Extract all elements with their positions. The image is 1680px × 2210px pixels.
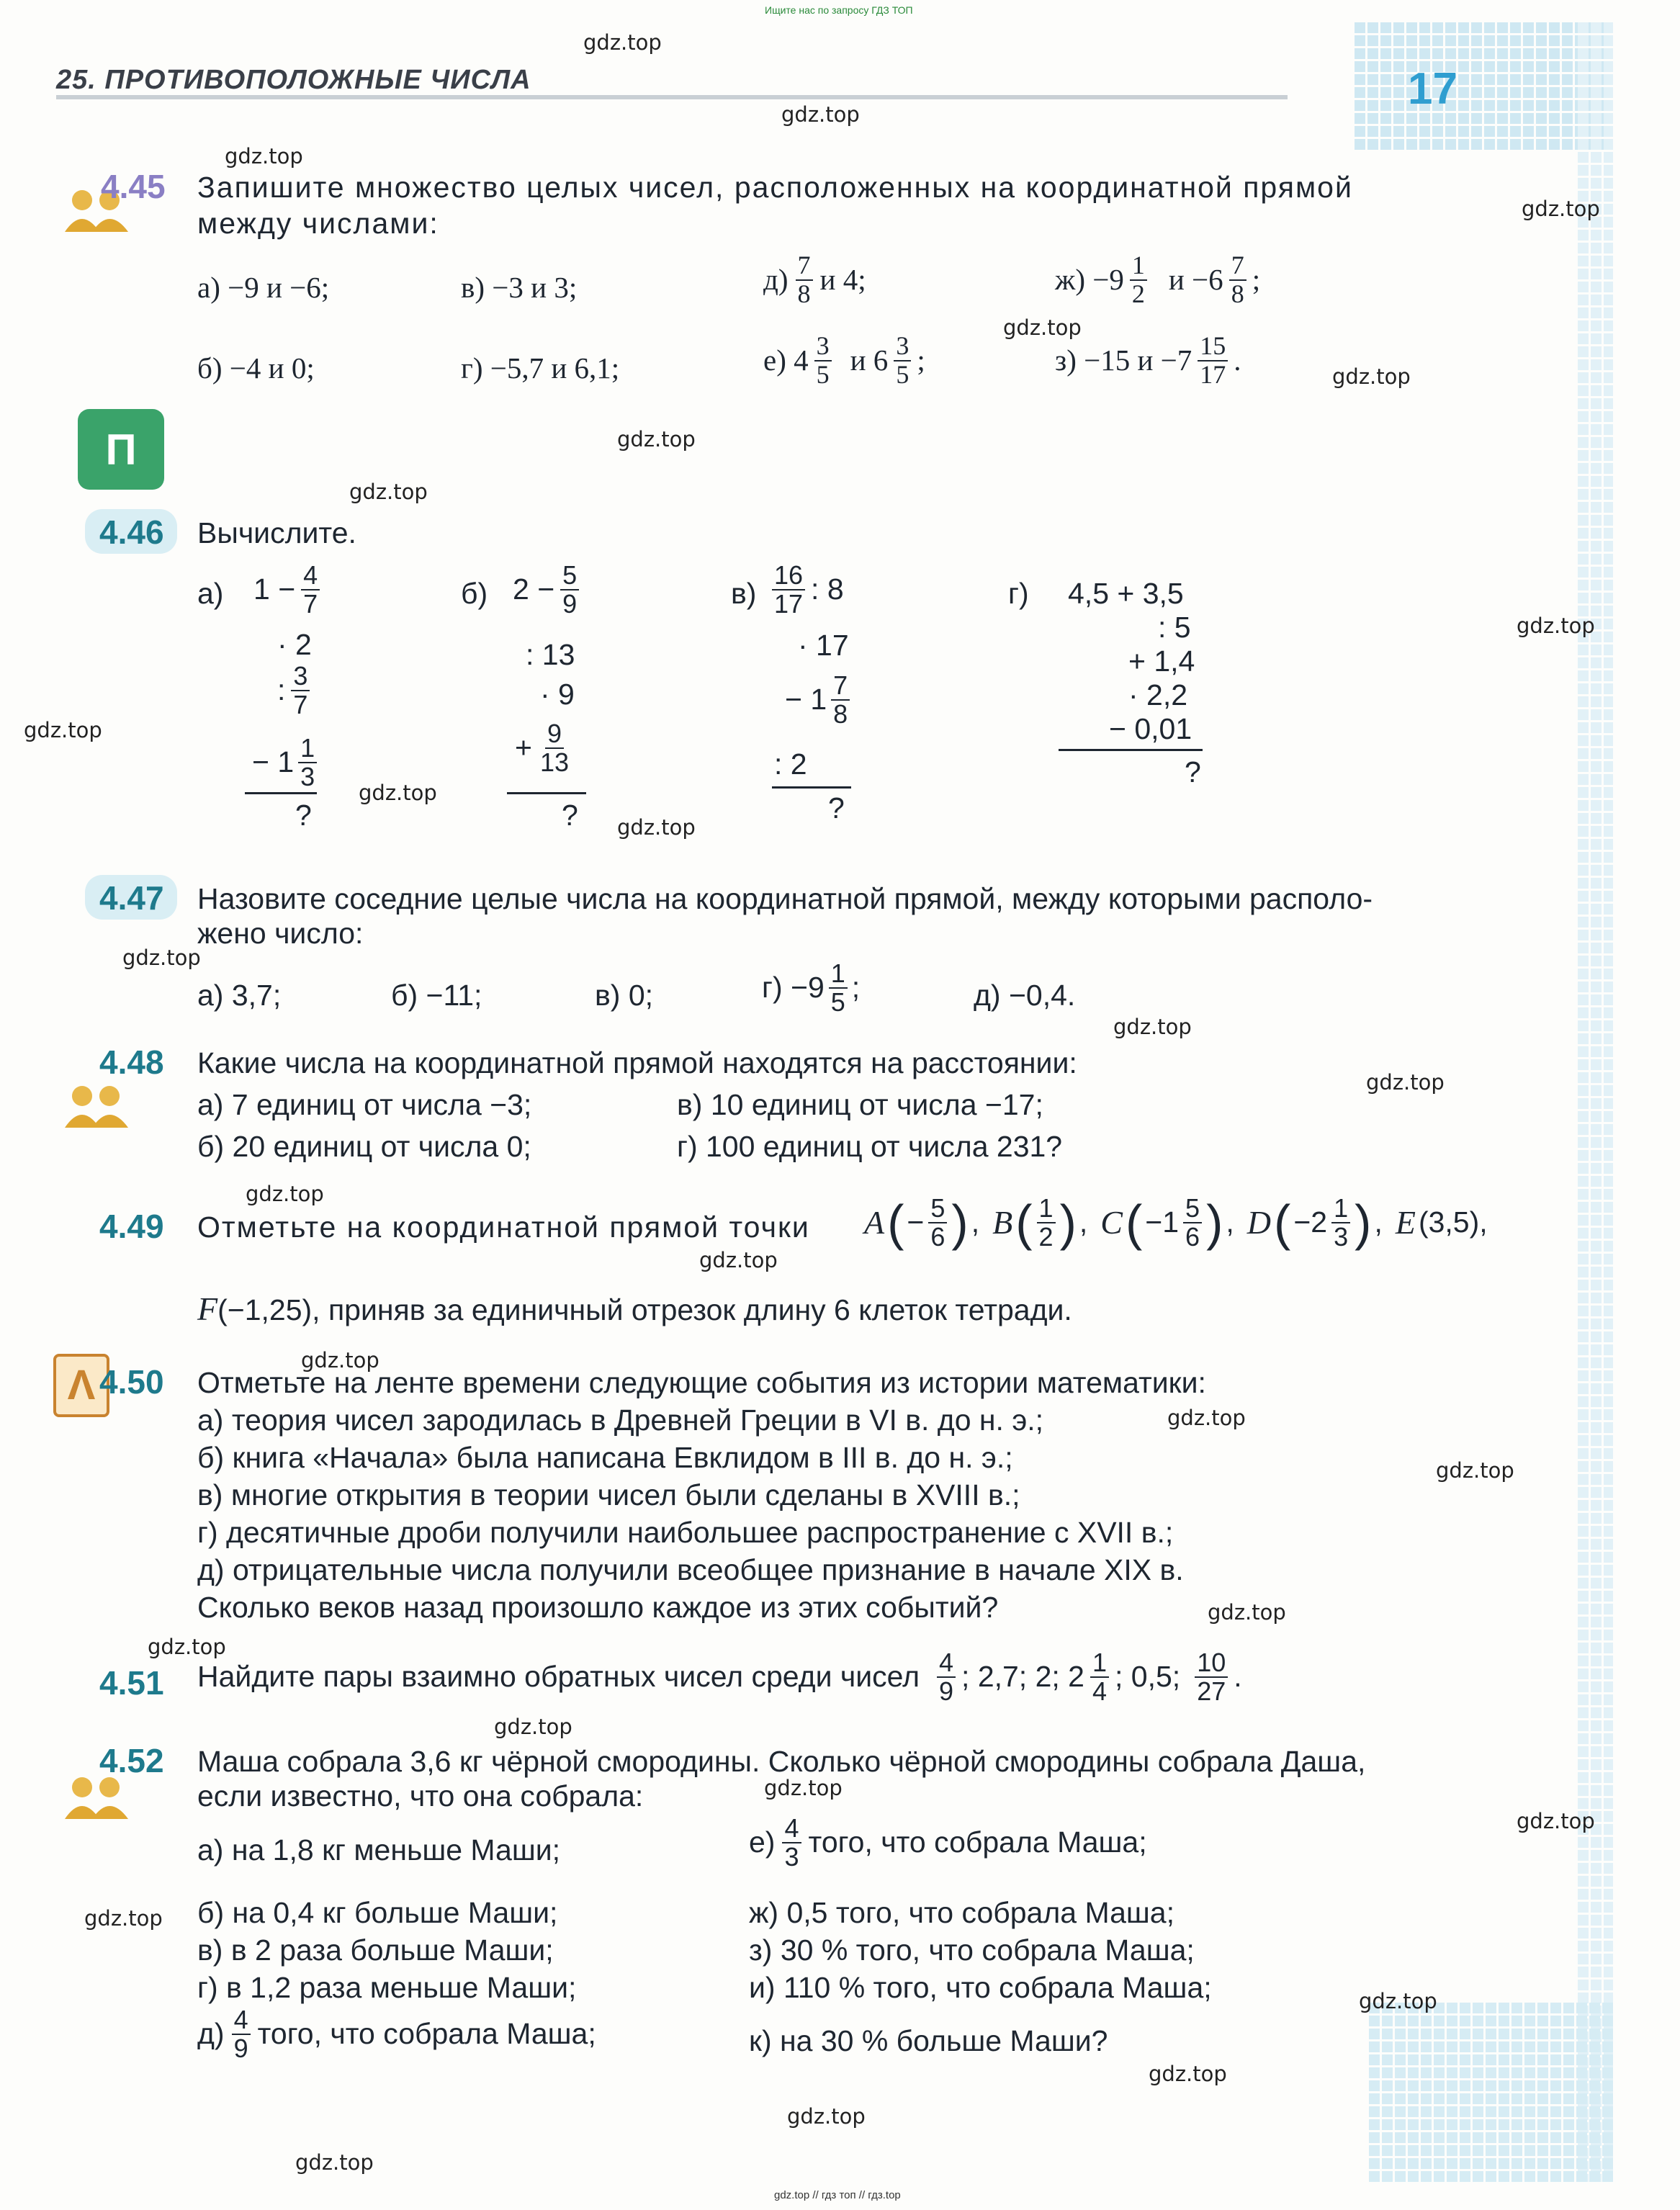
problem-text-line: в) многие открытия в теории чисел были сделаны в XVIII в.;: [197, 1478, 1020, 1511]
item-a: а) 7 единиц от числа −3;: [197, 1088, 532, 1121]
problem-number: 4.51: [99, 1664, 164, 1702]
item-g: г) −5,7 и 6,1;: [461, 351, 620, 385]
problem-text: между числами:: [197, 207, 439, 240]
item-b: б) 20 единиц от числа 0;: [197, 1130, 531, 1163]
calc-b-label: б): [461, 577, 488, 610]
problem-text-line: г) десятичные дроби получили наибольшее распространение с XVII в.;: [197, 1516, 1174, 1549]
page-number: 17: [1408, 64, 1457, 114]
calc-a-line1: 1 − $\frac{4}{7}$: [253, 562, 321, 618]
item-b: б) −11;: [391, 979, 482, 1012]
item-v: в) 10 единиц от числа −17;: [677, 1088, 1043, 1121]
watermark: gdz.top: [1208, 1600, 1286, 1625]
problem-text: жено число:: [197, 917, 364, 950]
page-header-title: 25. ПРОТИВОПОЛОЖНЫЕ ЧИСЛА: [56, 65, 531, 95]
watermark: gdz.top: [225, 144, 303, 169]
watermark: gdz.top: [359, 781, 437, 805]
watermark: gdz.top: [781, 102, 860, 127]
problem-text: Маша собрала 3,6 кг чёрной смородины. Сколько чёрной смородины собрала Даша,: [197, 1745, 1366, 1778]
problem-number: 4.46: [99, 513, 164, 551]
item-b: б) на 0,4 кг больше Маши;: [197, 1896, 558, 1929]
problem-text: Вычислите.: [197, 516, 356, 549]
problem-text: Какие числа на координатной прямой находятся на расстоянии:: [197, 1046, 1077, 1079]
problem-number: 4.45: [101, 168, 166, 205]
calc-v-line4: : 2: [774, 747, 807, 781]
item-z: з) −15 и −7 $\frac{15}{17}$ .: [1055, 331, 1241, 389]
calc-v-line2: · 17: [798, 629, 849, 662]
watermark: gdz.top: [1003, 315, 1082, 340]
watermark: gdz.top: [246, 1182, 324, 1206]
calc-b-line3: · 9: [540, 678, 575, 711]
problem-text-line: а) теория чисел зародилась в Древней Греции в VI в. до н. э.;: [197, 1403, 1044, 1437]
problem-text-line: б) книга «Начала» была написана Евклидом в III в. до н. э.;: [197, 1441, 1013, 1474]
item-zh: ж) 0,5 того, что собрала Маша;: [749, 1896, 1174, 1929]
item-z: з) 30 % того, что собрала Маша;: [749, 1933, 1195, 1967]
watermark: gdz.top: [1517, 614, 1595, 638]
watermark: gdz.top: [1522, 197, 1600, 221]
calc-v-label: в): [731, 577, 757, 610]
watermark: gdz.top: [617, 427, 696, 452]
calc-a-line3: : $\frac{3}{7}$: [277, 662, 311, 719]
watermark: gdz.top: [617, 815, 696, 840]
calc-a-label: а): [197, 577, 224, 610]
right-edge-grid-decoration: [1577, 22, 1613, 2182]
item-g: г) −9 $\frac{1}{5}$ ;: [762, 958, 861, 1017]
calc-g-line1: 4,5 + 3,5: [1068, 577, 1184, 610]
group-work-icon: [60, 1080, 132, 1131]
calc-g-result: ?: [1185, 755, 1201, 789]
calc-b-line2: : 13: [526, 638, 575, 671]
problem-number: 4.50: [99, 1363, 164, 1401]
calc-g-line4: · 2,2: [1128, 678, 1188, 711]
watermark: gdz.top: [1517, 1809, 1595, 1833]
watermark: gdz.top: [494, 1715, 572, 1739]
item-d: д) $\frac{4}{9}$ того, что собрала Маша;: [197, 2005, 596, 2063]
item-a: а) на 1,8 кг меньше Маши;: [197, 1833, 561, 1867]
calc-b-rule: [507, 792, 586, 794]
calc-a-rule: [245, 792, 317, 794]
watermark: gdz.top: [583, 30, 662, 55]
bottom-grid-decoration: [1368, 2002, 1613, 2182]
watermark: gdz.top: [295, 2150, 374, 2175]
watermark: gdz.top: [764, 1776, 843, 1800]
item-a: а) −9 и −6;: [197, 271, 330, 304]
problem-text-line: д) отрицательные числа получили всеобщее признание в начале XIX в.: [197, 1553, 1184, 1586]
problem-text-line2: F(−1,25), приняв за единичный отрезок длину 6 клеток тетради.: [197, 1290, 1072, 1327]
problem-number: 4.48: [99, 1043, 164, 1081]
item-d: д) $\frac{7}{8}$ и 4;: [763, 251, 866, 308]
watermark: gdz.top: [301, 1348, 379, 1373]
watermark: gdz.top: [1359, 1989, 1437, 2013]
calc-v-line1: $\frac{16}{17}$ : 8: [771, 562, 844, 618]
calc-a-line4: − 1 $\frac{1}{3}$: [252, 735, 318, 791]
calc-b-line4: + $\frac{9}{13}$: [515, 719, 569, 777]
calc-g-line2: : 5: [1158, 611, 1191, 644]
calc-g-label: г): [1008, 577, 1029, 610]
header-underline: [56, 95, 1288, 99]
item-k: к) на 30 % больше Маши?: [749, 2024, 1108, 2057]
watermark: gdz.top: [1436, 1458, 1514, 1483]
puzzle-label: П: [105, 425, 137, 474]
item-v: в) −3 и 3;: [461, 271, 578, 304]
item-e: е) $\frac{4}{3}$ того, что собрала Маша;: [749, 1813, 1147, 1872]
watermark: gdz.top: [84, 1906, 163, 1931]
watermark: gdz.top: [787, 2104, 866, 2129]
item-i: и) 110 % того, что собрала Маша;: [749, 1971, 1212, 2004]
item-e: е) 4 $\frac{3}{5}$ и 6 $\frac{3}{5}$ ;: [763, 331, 925, 389]
top-note: Ищите нас по запросу ГДЗ ТОП: [765, 4, 913, 16]
calc-b-line1: 2 − $\frac{5}{9}$: [513, 562, 580, 618]
watermark: gdz.top: [699, 1248, 778, 1272]
watermark: gdz.top: [122, 945, 201, 970]
points-list: A ( − $\frac{5}{6}$ ) , B ( $\frac{1}{2}$ ) , C ( −1 $\frac{5}{6}$ ) , D ( −2 $\frac{1}{3}$ ) , E (3,5),: [864, 1193, 1488, 1252]
item-a: а) 3,7;: [197, 979, 282, 1012]
problem-text: Запишите множество целых чисел, расположенных на координатной прямой: [197, 171, 1353, 204]
calc-v-rule: [772, 786, 851, 789]
problem-number: 4.52: [99, 1742, 164, 1779]
watermark: gdz.top: [1366, 1070, 1445, 1095]
item-g: г) в 1,2 раза меньше Маши;: [197, 1971, 577, 2004]
calc-b-result: ?: [562, 799, 578, 832]
watermark: gdz.top: [1332, 364, 1411, 389]
history-icon: Λ: [53, 1354, 109, 1417]
problem-text-line: Сколько веков назад произошло каждое из этих событий?: [197, 1591, 999, 1624]
problem-text: Отметьте на координатной прямой точки: [197, 1210, 810, 1244]
calc-v-result: ?: [828, 791, 845, 825]
watermark: gdz.top: [148, 1635, 226, 1659]
corner-grid-decoration: [1354, 22, 1613, 151]
watermark: gdz.top: [24, 718, 102, 742]
footer-note: gdz.top // гдз топ // гдз.top: [774, 2189, 901, 2201]
calc-a-line2: · 2: [277, 628, 312, 661]
item-g: г) 100 единиц от числа 231?: [677, 1130, 1063, 1163]
item-v: в) 0;: [595, 979, 654, 1012]
problem-text: Найдите пары взаимно обратных чисел среди чисел $\frac{4}{9}$ ; 2,7; 2; 2 $\frac{1}{4}$ ; 0,5; $\frac{10}{27}$ .: [197, 1648, 1242, 1706]
problem-text: если известно, что она собрала:: [197, 1779, 644, 1813]
item-b: б) −4 и 0;: [197, 351, 315, 385]
watermark: gdz.top: [1149, 2062, 1227, 2086]
watermark: gdz.top: [1167, 1406, 1246, 1430]
problem-text-line: Отметьте на ленте времени следующие события из истории математики:: [197, 1366, 1206, 1399]
calc-a-result: ?: [295, 799, 312, 832]
problem-number: 4.47: [99, 879, 164, 917]
calc-v-line3: − 1 $\frac{7}{8}$: [785, 672, 851, 728]
puzzle-icon: [78, 409, 164, 490]
item-d: д) −0,4.: [974, 979, 1076, 1012]
item-zh: ж) −9 $\frac{1}{2}$ и −6 $\frac{7}{8}$ ;: [1055, 251, 1261, 308]
calc-g-line5: − 0,01: [1109, 712, 1192, 745]
calc-g-rule: [1059, 749, 1203, 751]
calc-g-line3: + 1,4: [1128, 644, 1195, 678]
watermark: gdz.top: [349, 480, 428, 504]
problem-text: Назовите соседние целые числа на координатной прямой, между которыми располо-: [197, 882, 1373, 915]
watermark: gdz.top: [1113, 1015, 1192, 1039]
item-v: в) в 2 раза больше Маши;: [197, 1933, 554, 1967]
problem-number: 4.49: [99, 1208, 164, 1245]
